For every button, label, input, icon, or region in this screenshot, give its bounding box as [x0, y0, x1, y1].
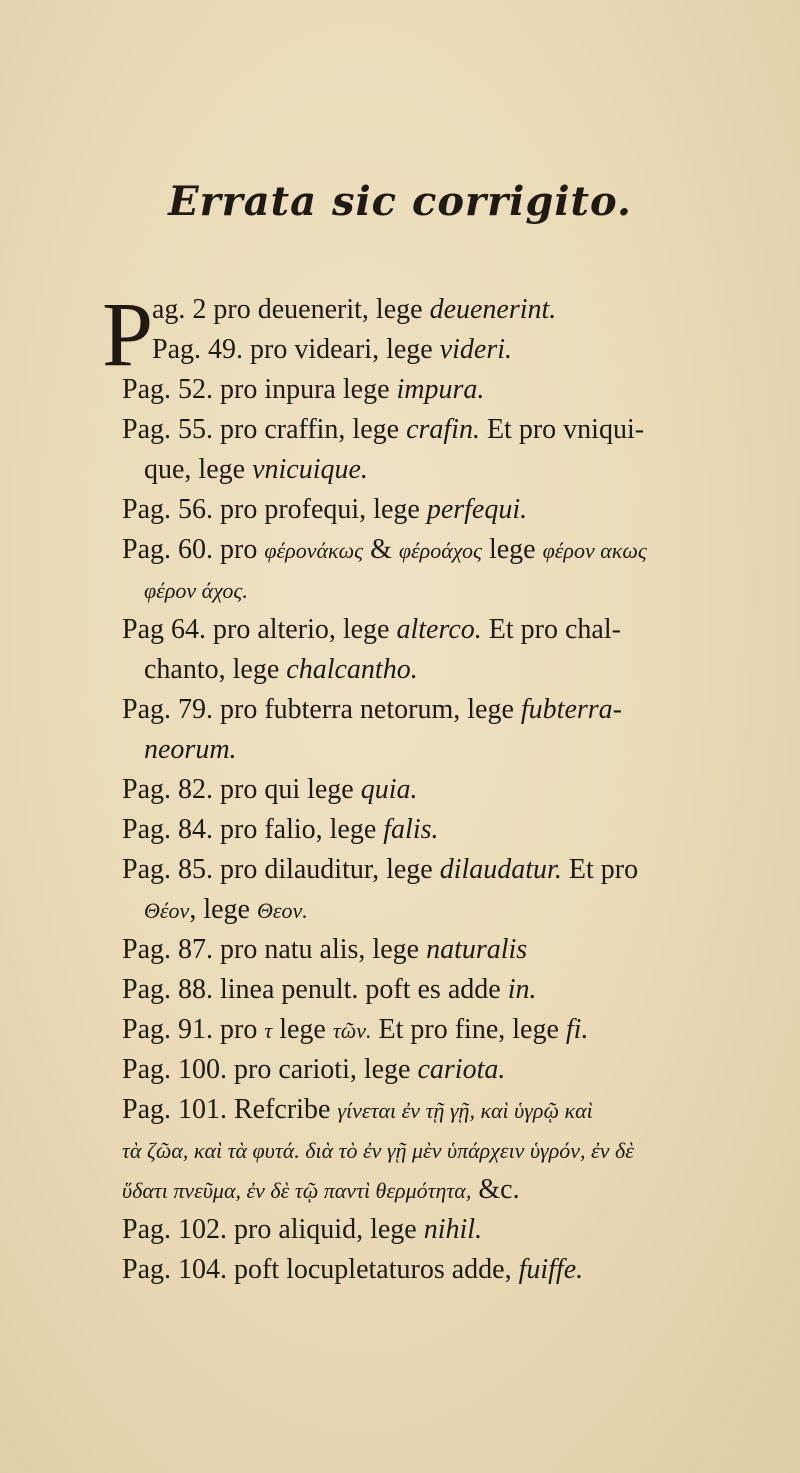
- errata-line: ὕδατι πνεῦμα, ἐν δὲ τῷ παντὶ θερμότητα, &c.: [122, 1174, 520, 1205]
- errata-line: Pag 64. pro alterio, lege alterco. Et pro chal-: [122, 614, 621, 645]
- errata-line: Pag. 88. linea penult. poft es adde in.: [122, 974, 537, 1005]
- page-title: Errata sic corrigito.: [168, 178, 632, 225]
- errata-line: chanto, lege chalcantho.: [144, 654, 418, 685]
- errata-line: τὰ ζῶα, καὶ τὰ φυτά. διὰ τὸ ἐν γῇ μὲν ὑπάρχειν ὑγρόν, ἐν δὲ: [122, 1138, 634, 1163]
- errata-line: Pag. 79. pro fubterra netorum, lege fubterra-: [122, 694, 622, 725]
- errata-line: Pag. 85. pro dilauditur, lege dilaudatur. Et pro: [122, 854, 639, 885]
- errata-line: φέρον άχος.: [144, 578, 248, 603]
- errata-line: Pag. 102. pro aliquid, lege nihil.: [122, 1214, 483, 1245]
- errata-line: ag. 2 pro deuenerit, lege deuenerint.: [152, 294, 557, 325]
- errata-line: que, lege vnicuique.: [144, 454, 368, 485]
- errata-line: Pag. 52. pro inpura lege impura.: [122, 374, 485, 405]
- errata-list: [122, 290, 722, 1290]
- errata-line: Pag. 101. Refcribe γίνεται ἐν τῇ γῇ, καὶ ὑγρῷ καὶ: [122, 1094, 593, 1125]
- errata-line: Pag. 55. pro craffin, lege crafin. Et pro vniqui-: [122, 414, 645, 445]
- errata-line: Pag. 84. pro falio, lege falis.: [122, 814, 439, 845]
- errata-line: Pag. 56. pro profequi, lege perfequi.: [122, 494, 528, 525]
- errata-line: Pag. 100. pro carioti, lege cariota.: [122, 1054, 506, 1085]
- errata-line: Pag. 104. poft locupletaturos adde, fuiffe.: [122, 1254, 584, 1285]
- errata-line: Pag. 91. pro τ lege τῶν. Et pro fine, lege fi.: [122, 1014, 589, 1045]
- errata-line: Pag. 60. pro φέρονάκως & φέροάχος lege φέρον ακως: [122, 534, 647, 565]
- drop-cap: P: [102, 283, 154, 385]
- errata-line: Pag. 49. pro videari, lege videri.: [152, 334, 513, 365]
- errata-line: Pag. 87. pro natu alis, lege naturalis: [122, 934, 528, 965]
- errata-line: Pag. 82. pro qui lege quia.: [122, 774, 418, 805]
- errata-line: neorum.: [144, 734, 237, 765]
- errata-line: Θέον, lege Θεον.: [144, 894, 308, 925]
